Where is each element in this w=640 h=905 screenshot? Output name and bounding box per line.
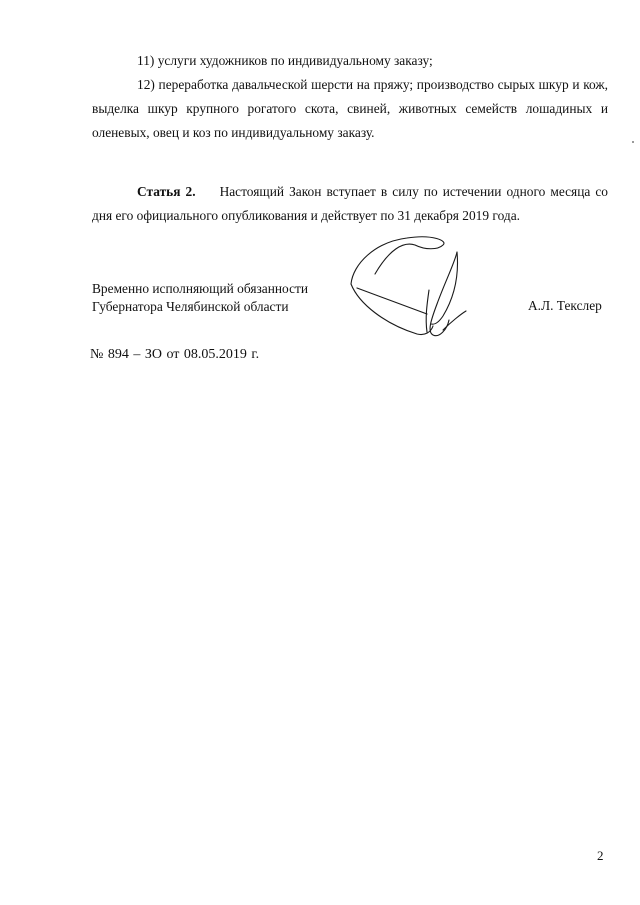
page-number: 2 — [597, 848, 604, 863]
law-number-date: № 894 – ЗО от 08.05.2019 г. — [90, 347, 260, 362]
scan-artifact — [632, 141, 634, 143]
signatory-title-line-1: Временно исполняющий обязанности — [92, 281, 309, 296]
handwritten-signature — [345, 232, 470, 347]
signatory-title — [92, 280, 308, 316]
article-text: Настоящий Закон вступает в силу по истечении одного месяца со дня его официального опубликования и действует по 31 декабря 2019 года. — [92, 184, 608, 223]
article-heading: Статья 2. — [137, 184, 196, 199]
list-item-12: 12) переработка давальческой шерсти на пряжу; производство сырых шкур и кож, выделка шкур крупного рогатого скота, свиней, животных семейств лошадиных и оленевых, овец и коз по индивидуальному заказу. — [92, 77, 608, 140]
signatory-title-line-2: Губернатора Челябинской области — [92, 299, 289, 314]
list-item-11: 11) услуги художников по индивидуальному заказу; — [137, 53, 433, 68]
article-2-paragraph — [92, 180, 608, 228]
signatory-name: А.Л. Текслер — [528, 298, 602, 313]
